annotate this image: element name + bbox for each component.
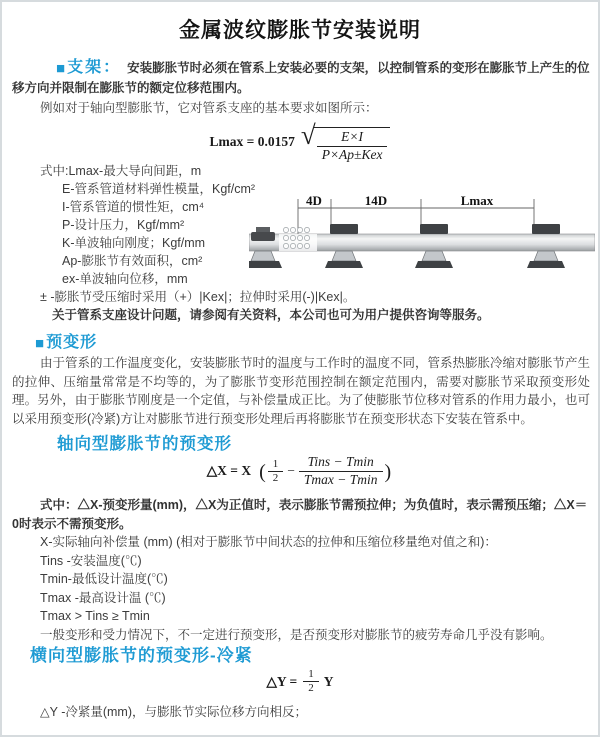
sign-convention-note: ± -膨胀节受压缩时采用（+）|Kex|；拉伸时采用(-)|Kex|。 — [40, 290, 356, 304]
axial-item: Tmax -最高设计温 (℃) — [40, 590, 166, 605]
axial-where-paragraph: 式中：△X-预变形量(mm)，△X为正值时，表示膨胀节需预拉伸；为负值时，表示需预压缩；△X＝0时表示不需预变形。 — [12, 498, 588, 531]
formula-numerator: Tins − Tmin — [299, 454, 383, 472]
formula-lhs: △Y = — [266, 673, 298, 689]
axial-predeform-heading: 轴向型膨胀节的预变形 — [57, 435, 232, 453]
section-square-icon: ■ — [35, 335, 45, 352]
axial-item: 一般变形和受力情况下，不一定进行预变形，是否预变形对膨胀节的疲劳寿命几乎没有影响。 — [40, 627, 553, 642]
predeform-paragraph: 由于管系的工作温度变化，安装膨胀节时的温度与工作时的温度不同，管系热膨胀冷缩对膨胀节产生的拉伸、压缩量常常是不均等的，为了膨胀节变形范围控制在额定范围内，需要对膨胀节采取预变形处理。另外，由于膨胀节刚度是一个定值，与补偿量成正比。为了使膨胀节位移对管系的作用力最小，也可以采用预变形(冷紧)方让对膨胀节进行预变形处理后再将膨胀节在预变形状态下安装在管系中。 — [12, 356, 591, 426]
dimension-label-14d: 14D — [364, 194, 388, 208]
definition-item: Ap-膨胀节有效面积，cm² — [62, 254, 203, 268]
formula-fraction — [317, 129, 388, 164]
section-square-icon: ■ — [56, 60, 66, 77]
axial-item: Tmax > Tins ≥ Tmin — [40, 609, 150, 623]
definition-item: K-单波轴向刚度；Kgf/mm — [62, 236, 206, 250]
lateral-note-line: △Y -冷紧量(mm)，与膨胀节实际位移方向相反； — [40, 705, 308, 719]
formula-denominator: Tmax − Tmin — [303, 471, 378, 487]
temperature-ratio-fraction — [299, 454, 383, 489]
axial-item: Tmin-最低设计温度(℃) — [40, 572, 168, 586]
right-paren: ) — [384, 461, 392, 484]
axial-item: X-实际轴向补偿量 (mm) (相对于膨胀节中间状态的拉伸和压缩位移量绝对值之和)： — [40, 535, 497, 549]
predeform-section-heading-row — [35, 329, 97, 352]
definition-item: E-管系管道材料弹性模量，Kgf/cm² — [62, 182, 256, 196]
formula-numerator: E×I — [317, 129, 388, 147]
support-intro-text: 安装膨胀节时必须在管系上安装必要的支架，以控制管系的变形在膨胀节上产生的位移方向并限制在膨胀节的额定位移范围内。 — [12, 61, 590, 95]
formula-lhs: Lmax = 0.0157 — [209, 133, 295, 149]
minus-operator: − — [287, 463, 295, 479]
bellows-icon — [279, 227, 317, 251]
definition-item: ex-单波轴向位移，mm — [62, 272, 188, 286]
support-closing-note: 关于管系支座设计问题，请参阅有关资料，本公司也可为用户提供咨询等服务。 — [52, 308, 490, 322]
guide-spacing-formula — [2, 120, 598, 164]
formula-suffix: Y — [323, 673, 334, 689]
predeform-section-heading: 预变形 — [46, 334, 98, 351]
one-half-fraction: $\frac{1}{2}$ — [303, 668, 319, 695]
lateral-predeform-formula — [2, 668, 598, 695]
definition-item: I-管系管道的惯性矩，cm⁴ — [62, 200, 205, 214]
formula-lhs: △X = X — [206, 463, 252, 479]
lateral-predeform-heading: 横向型膨胀节的预变形-冷紧 — [30, 646, 253, 665]
definition-where-label: 式中:Lmax-最大导向间距，m — [40, 164, 202, 178]
support-example-line: 例如对于轴向型膨胀节，它对管系支座的基本要求如图所示： — [40, 101, 378, 115]
pipe-support-diagram — [249, 194, 595, 294]
sqrt-radical — [301, 120, 391, 164]
formula-denominator: P×Ap±Kex — [321, 146, 383, 162]
axial-item: Tins -安装温度(℃) — [40, 553, 142, 568]
dimension-label-4d: 4D — [306, 194, 322, 208]
page-title: 金属波纹膨胀节安装说明 — [179, 19, 421, 42]
definition-item: P-设计压力，Kgf/mm² — [62, 218, 185, 232]
dimension-label-lmax: Lmax — [460, 194, 494, 208]
support-section-heading: 支架： — [67, 59, 122, 76]
radical-sign-icon: √ — [300, 120, 316, 150]
axial-definition-list — [40, 533, 600, 644]
one-half-fraction: $\frac{1}{2}$ — [268, 458, 284, 485]
support-intro-paragraph — [12, 59, 590, 97]
left-paren: ( — [259, 461, 266, 484]
axial-predeform-formula — [2, 454, 598, 489]
